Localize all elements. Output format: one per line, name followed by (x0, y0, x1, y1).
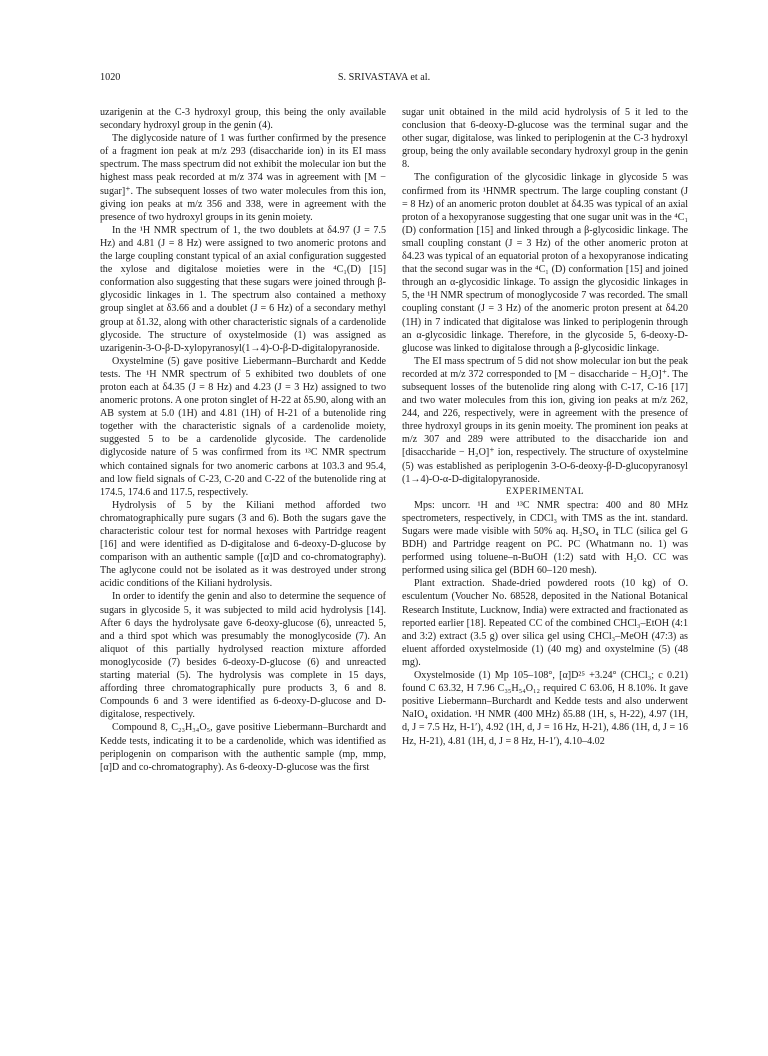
paragraph: Hydrolysis of 5 by the Kiliani method afforded two chromatographically pure sugars (3 and 6). Both the sugars gave the characteristic colour test for normal hexoses with Partridge reagent [16] and were identified as D-digitalose and 6-deoxy-D-glucose by comparison with an authentic sample ([α]D and co-chromatography). The aglycone could not be isolated as it was destroyed under strong acidic conditions of the Kiliani hydrolysis. (100, 499, 386, 590)
paragraph: The configuration of the glycosidic linkage in glycoside 5 was confirmed from its ¹HNMR spectrum. The large coupling constant (J = 8 Hz) of an anomeric proton doublet at δ4.35 was typical of an axial proton of a hexopyranose suggesting that one sugar unit was in the ⁴C₁ (D) conformation [15] and linked through a β-glycosidic linkage. The small coupling constant (J = 3 Hz) of the other anomeric proton at δ4.23 was typical of an equatorial proton of a hexopyranose indicating that the second sugar was in the ⁴C₁ (D) conformation [15] and joined through an α-glycosidic linkage. To assign the glycosidic linkages in 5, the ¹H NMR spectrum of monoglycoside 7 was recorded. The small coupling constant (J = 3 Hz) of the anomeric proton present at δ4.20 (1H) in 7 indicated that digitalose was linked to periplogenin through an α-glycosidic linkage. Therefore, in the glycoside 5, 6-deoxy-D-glucose was linked to digitalose through a β-glycosidic linkage. (402, 172, 688, 354)
right-column (402, 106, 688, 748)
paragraph: The EI mass spectrum of 5 did not show molecular ion but the peak recorded at m/z 372 corresponded to [M − disaccharide − H₂O]⁺. The subsequent losses of the butenolide ring along with C-17, C-16 [17] and two water molecules from this ion, giving ion peaks at m/z 262, 244, and 226, respectively, were in agreement with the presence of three hydroxyl groups in its genin moeity. The prominent ion peaks at m/z 307 and 289 were attributed to the disaccharide ion and [disaccharide − H₂O]⁺ ion, respectively. The structure of oxystelmine (5) was established as periplogenin 3-O-6-deoxy-β-D-glucopyranosyl (1→4)-O-α-D-digitalopyranoside. (402, 355, 688, 485)
paragraph: Compound 8, C₂₃H₃₄O₅, gave positive Liebermann–Burchardt and Kedde tests, indicating it to be a cardenolide, which was identified as periplogenin on comparison with the authentic sample (mp, mmp, [α]D and co-chromatography). As 6-deoxy-D-glucose was the first (100, 722, 386, 773)
page-number: 1020 (100, 72, 121, 83)
paragraph: In order to identify the genin and also to determine the sequence of sugars in glycoside 5, it was subjected to mild acid hydrolysis [14]. After 6 days the hydrolysate gave 6-deoxy-glucose (6), unreacted 5, and a third spot which was presumably the monoglycoside (7). An aliquot of this partially hydrolysed reaction mixture afforded monoglycoside (7) besides 6-deoxy-D-glucose (6) and unreacted starting material (5). The hydrolysis was complete in 15 days, affording three chromatographically pure products 3, 6 and 8. Compounds 6 and 3 were identified as 6-deoxy-D-glucose and D-digitalose, respectively. (100, 591, 386, 721)
paragraph: sugar unit obtained in the mild acid hydrolysis of 5 it led to the conclusion that 6-deoxy-D-glucose was the terminal sugar and the other sugar, digitalose, was linked to periplogenin at the C-3 hydroxyl group, being the only available secondary hydroxyl group in the genin 8. (402, 107, 688, 171)
left-column (100, 106, 386, 774)
paragraph: Plant extraction. Shade-dried powdered roots (10 kg) of O. esculentum (Voucher No. 68528, deposited in the National Botanical Research Institute, Lucknow, India) were extracted and fractionated as reported earlier [18]. Repeated CC of the combined CHCl₃–EtOH (4:1 and 3:2) extract (3.5 g) over silica gel using CHCl₃–MeOH (47:3) as eluent afforded oxystelmoside (1) (40 mg) and oxystelmine (5) (48 mg). (402, 578, 688, 668)
paragraph: uzarigenin at the C-3 hydroxyl group, this being the only available secondary hydroxyl group in the genin (4). (100, 107, 386, 132)
paragraph: The diglycoside nature of 1 was further confirmed by the presence of a fragment ion peak at m/z 293 (disaccharide ion) in its EI mass spectrum. The mass spectrum did not exhibit the molecular ion but the highest mass peak recorded at m/z 374 was in agreement with [M − sugar]⁺. The subsequent losses of two water molecules from this ion, giving ion peaks at m/z 356 and 338, were in agreement with the presence of two hydroxyl groups in its genin moiety. (100, 133, 386, 223)
running-title: S. SRIVASTAVA et al. (337, 72, 431, 83)
section-heading-experimental: EXPERIMENTAL (505, 486, 585, 497)
paragraph: In the ¹H NMR spectrum of 1, the two doublets at δ4.97 (J = 7.5 Hz) and 4.81 (J = 8 Hz) were assigned to two anomeric protons and the large coupling constant typical of an axial configuration suggested the xylose and digitalose moieties were in the ⁴C₁(D) [15] conformation also suggesting that these sugars were joined through β-glycosidic linkages in 1. The spectrum also contained a methoxy group singlet at δ3.66 and a doublet (J = 6 Hz) of a secondary methyl group at δ1.32, along with other characteristic signals of a cardenolide glycoside. The structure of oxystelmoside (1) was assigned as uzarigenin-3-O-β-D-xylopyranosyl(1→4)-O-β-D-digitalopyranoside. (100, 224, 386, 354)
paragraph: Oxystelmoside (1) Mp 105–108°, [α]D²⁵ +3.24° (CHCl₃; c 0.21) found C 63.32, H 7.96 C₃₅H₅₄O₁₂ required C 63.06, H 8.10%. It gave positive Liebermann–Burchardt and Kedde tests and also underwent NaIO₄ oxidation. ¹H NMR (400 MHz) δ5.88 (1H, s, H-22), 4.97 (1H, d, J = 7.5 Hz, H-1′), 4.92 (1H, d, J = 16 Hz, H-21), 4.86 (1H, d, J = 16 Hz, H-21), 4.81 (1H, d, J = 8 Hz, H-1′), 4.10–4.02 (402, 670, 688, 747)
paragraph: Oxystelmine (5) gave positive Liebermann–Burchardt and Kedde tests. The ¹H NMR spectrum of 5 exhibited two doublets of one proton each at δ4.35 (J = 8 Hz) and 4.23 (J = 3 Hz) assigned to two anomeric protons. A one proton singlet of H-22 at δ5.90, along with an AB system at 5.0 (1H) and 4.81 (1H) of H-21 of a butenolide ring together with the characteristic signals of a cardenolide moiety, suggested 5 to be a cardenolide glycoside. The cardenolide diglycoside nature of 5 was confirmed from its ¹³C NMR spectrum which contained signals for two anomeric carbons at 103.3 and 95.4, and low field signals of C-23, C-20 and C-22 of the butenolide ring at 174.5, 174.6 and 117.5, respectively. (100, 355, 386, 498)
paragraph: Mps: uncorr. ¹H and ¹³C NMR spectra: 400 and 80 MHz spectrometers, respectively, in CDCl₃ with TMS as the int. standard. Sugars were made visible with 50% aq. H₂SO₄ in TLC (silica gel G BDH) and Partridge reagent on PC. PC (Whatmann no. 1) was performed using toluene–n-BuOH (1:2) satd with H₂O. CC was performed using silica gel (BDH 60–120 mesh). (402, 499, 688, 577)
